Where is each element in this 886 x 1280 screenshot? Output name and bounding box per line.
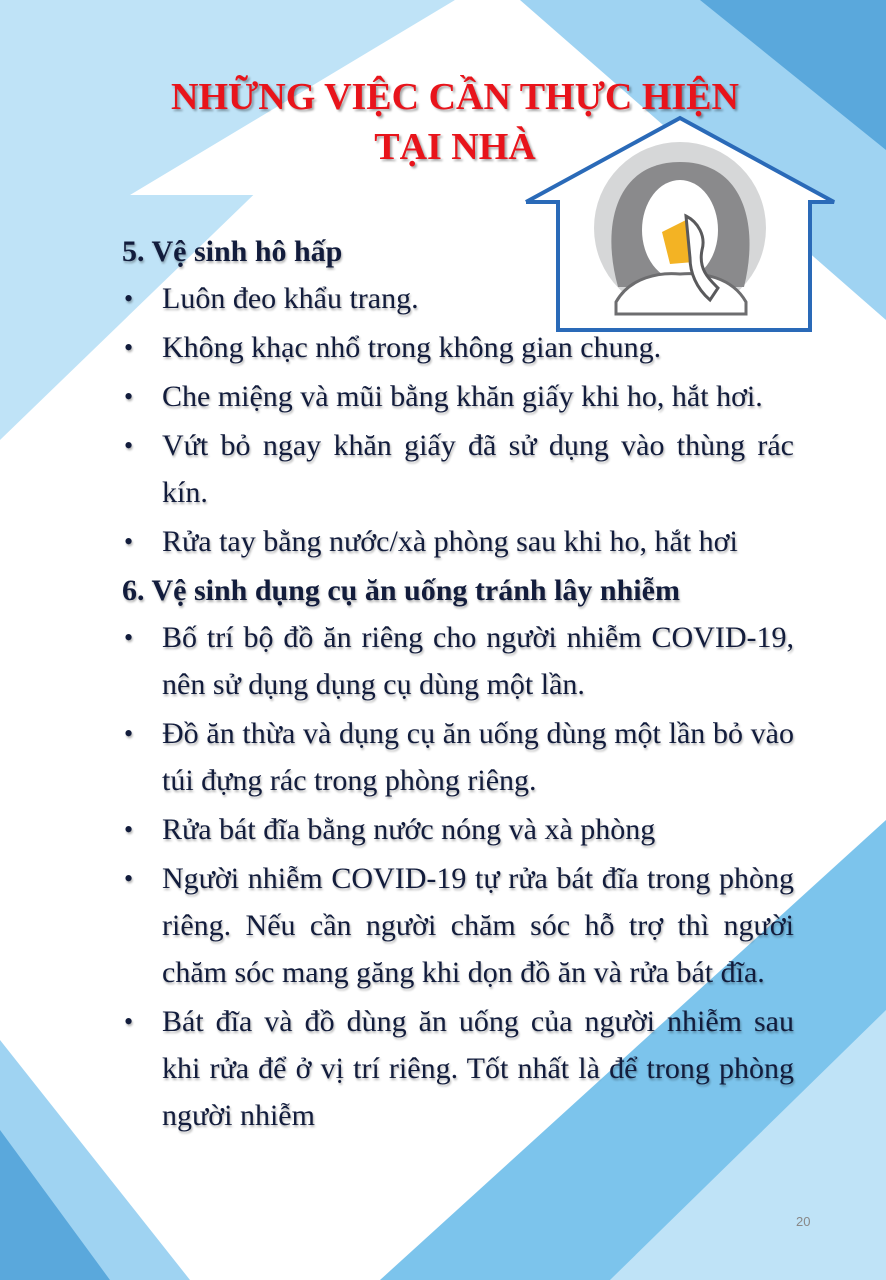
list-item: • Che miệng và mũi bằng khăn giấy khi ho, hắt hơi. <box>122 373 794 420</box>
bullet-icon: • <box>124 815 134 844</box>
bullet-icon: • <box>124 527 134 556</box>
list-item: • Người nhiễm COVID-19 tự rửa bát đĩa trong phòng riêng. Nếu cần người chăm sóc hỗ trợ thì người chăm sóc mang găng khi dọn đồ ăn và rửa bát đĩa. <box>122 855 794 996</box>
bullet-icon: • <box>124 382 134 411</box>
bullet-icon: • <box>124 431 134 460</box>
list-item: • Vứt bỏ ngay khăn giấy đã sử dụng vào thùng rác kín. <box>122 422 794 516</box>
list-item: • Luôn đeo khẩu trang. <box>122 275 794 322</box>
bullet-icon: • <box>124 864 134 893</box>
list-item: • Bố trí bộ đồ ăn riêng cho người nhiễm COVID-19, nên sử dụng dụng cụ dùng một lần. <box>122 614 794 708</box>
bullet-icon: • <box>124 719 134 748</box>
section-6-heading: 6. Vệ sinh dụng cụ ăn uống tránh lây nhiễm <box>122 574 680 607</box>
section-5-heading: 5. Vệ sinh hô hấp <box>122 235 343 268</box>
page-title-line-1: NHỮNG VIỆC CẦN THỰC HIỆN <box>171 76 739 118</box>
main-content <box>122 228 794 1141</box>
section-5-list <box>122 275 794 565</box>
list-item: • Đồ ăn thừa và dụng cụ ăn uống dùng một lần bỏ vào túi đựng rác trong phòng riêng. <box>122 710 794 804</box>
bullet-icon: • <box>124 284 134 313</box>
page-title-line-2: TẠI NHÀ <box>374 126 536 168</box>
bullet-icon: • <box>124 623 134 652</box>
page-number: 20 <box>796 1214 811 1229</box>
section-6-list <box>122 614 794 1139</box>
bullet-icon: • <box>124 333 134 362</box>
list-item: • Rửa bát đĩa bằng nước nóng và xà phòng <box>122 806 794 853</box>
list-item: • Rửa tay bằng nước/xà phòng sau khi ho, hắt hơi <box>122 518 794 565</box>
list-item: • Bát đĩa và đồ dùng ăn uống của người nhiễm sau khi rửa để ở vị trí riêng. Tốt nhất là để trong phòng người nhiễm <box>122 998 794 1139</box>
list-item: • Không khạc nhổ trong không gian chung. <box>122 324 794 371</box>
bullet-icon: • <box>124 1007 134 1036</box>
